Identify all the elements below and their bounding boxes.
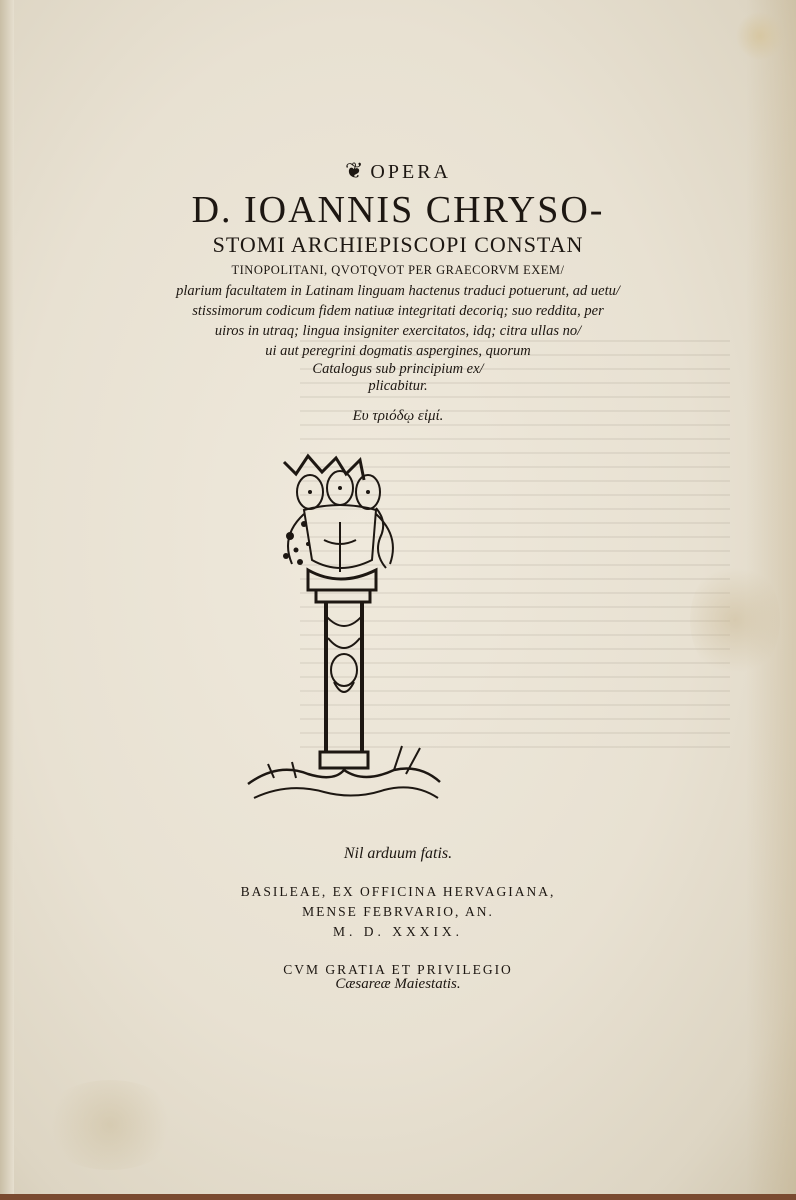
imprint-date: M. D. XXXIX. (332, 924, 464, 939)
subtitle-line-1: plarium facultatem in Latinam linguam hactenus traduci potuerunt, ad uetu/ (176, 283, 620, 299)
foxing-stain (40, 1080, 180, 1170)
privilege-line-2: Cæsareæ Maiestatis. (335, 976, 461, 992)
fleuron-ornament-icon: ❦ (344, 158, 367, 183)
subtitle-line-2: stissimorum codicum fidem natiuæ integritati decoriq; suo reddita, per (192, 303, 604, 319)
title-line-2: STOMI ARCHIEPISCOPI CONSTAN (212, 232, 584, 257)
foxing-stain (735, 12, 785, 60)
subtitle-line-5: Catalogus sub principium ex/ (312, 361, 484, 377)
page-bottom-edge (0, 1194, 796, 1200)
opera-label: OPERA (370, 161, 451, 183)
herm-pillar-woodcut (244, 452, 446, 808)
greek-motto: Ευ τριόδῳ εἰμί. (352, 408, 444, 424)
subtitle-line-3: uiros in utraq; lingua insigniter exercitatos, idq; citra ullas no/ (214, 323, 582, 339)
latin-motto: Nil arduum fatis. (343, 845, 453, 862)
subtitle-line-6: plicabitur. (368, 378, 428, 394)
imprint-line-2: MENSE FEBRVARIO, AN. (302, 904, 494, 919)
title-line-3: TINOPOLITANI, QVOTQVOT PER GRAECORVM EXEM/ (231, 263, 565, 277)
privilege-line-1: CVM GRATIA ET PRIVILEGIO (283, 962, 513, 977)
title-line-1: D. IOANNIS CHRYSO- (191, 189, 605, 231)
subtitle-line-4: ui aut peregrini dogmatis aspergines, quorum (265, 343, 531, 359)
foxing-stain (690, 560, 780, 680)
opera-heading (0, 158, 796, 184)
imprint-line-1: BASILEAE, EX OFFICINA HERVAGIANA, (240, 884, 556, 899)
